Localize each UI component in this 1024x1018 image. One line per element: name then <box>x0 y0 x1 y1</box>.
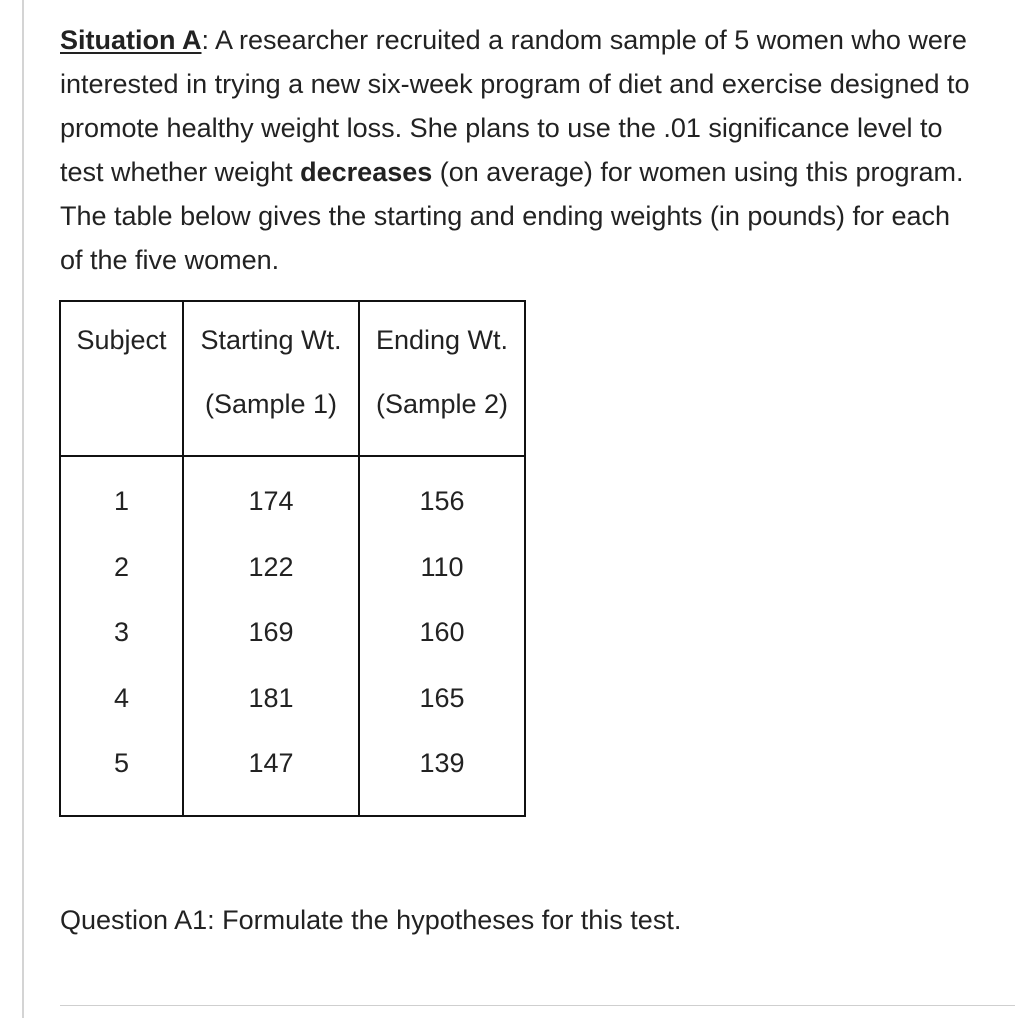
cell-starting-weight: 174 <box>183 456 359 535</box>
situation-label: Situation A <box>60 25 202 55</box>
table-row <box>60 535 525 601</box>
cell-starting-weight: 169 <box>183 600 359 666</box>
cell-ending-weight: 110 <box>359 535 525 601</box>
header-starting-weight-label: Starting Wt. <box>200 325 342 355</box>
table-row <box>60 600 525 666</box>
cell-subject: 3 <box>60 600 183 666</box>
header-ending-weight-label: Ending Wt. <box>375 325 509 355</box>
cell-subject: 5 <box>60 731 183 816</box>
cell-ending-weight: 156 <box>359 456 525 535</box>
situation-text-part2: (on average) for women using this program. The table below gives the starting and ending weights (in pounds) for each of the five women. <box>60 157 964 275</box>
header-ending-weight <box>359 301 525 456</box>
cell-starting-weight: 147 <box>183 731 359 816</box>
cell-ending-weight: 160 <box>359 600 525 666</box>
header-starting-weight-sample: (Sample 1) <box>204 389 338 419</box>
situation-paragraph <box>60 18 980 282</box>
cell-starting-weight: 122 <box>183 535 359 601</box>
cell-ending-weight: 165 <box>359 666 525 732</box>
header-subject-label: Subject <box>76 325 167 355</box>
table-row <box>60 456 525 535</box>
cell-subject: 1 <box>60 456 183 535</box>
cell-subject: 2 <box>60 535 183 601</box>
table-header-row <box>60 301 525 456</box>
cell-starting-weight: 181 <box>183 666 359 732</box>
situation-emphasis: decreases <box>300 157 433 187</box>
question-a1: Question A1: Formulate the hypotheses for this test. <box>60 905 682 935</box>
situation-text-part1: A researcher recruited a random sample of 5 women who were interested in trying a new six-week program of diet and exercise designed to promote healthy weight loss. She plans to use the .01 significance level to test whether weight <box>60 25 970 187</box>
weights-table <box>59 300 526 817</box>
table-row <box>60 731 525 816</box>
divider <box>60 1005 1015 1006</box>
cell-ending-weight: 139 <box>359 731 525 816</box>
header-starting-weight <box>183 301 359 456</box>
header-subject <box>60 301 183 456</box>
table-row <box>60 666 525 732</box>
cell-subject: 4 <box>60 666 183 732</box>
situation-colon: : <box>201 25 210 55</box>
header-ending-weight-sample: (Sample 2) <box>375 389 509 419</box>
